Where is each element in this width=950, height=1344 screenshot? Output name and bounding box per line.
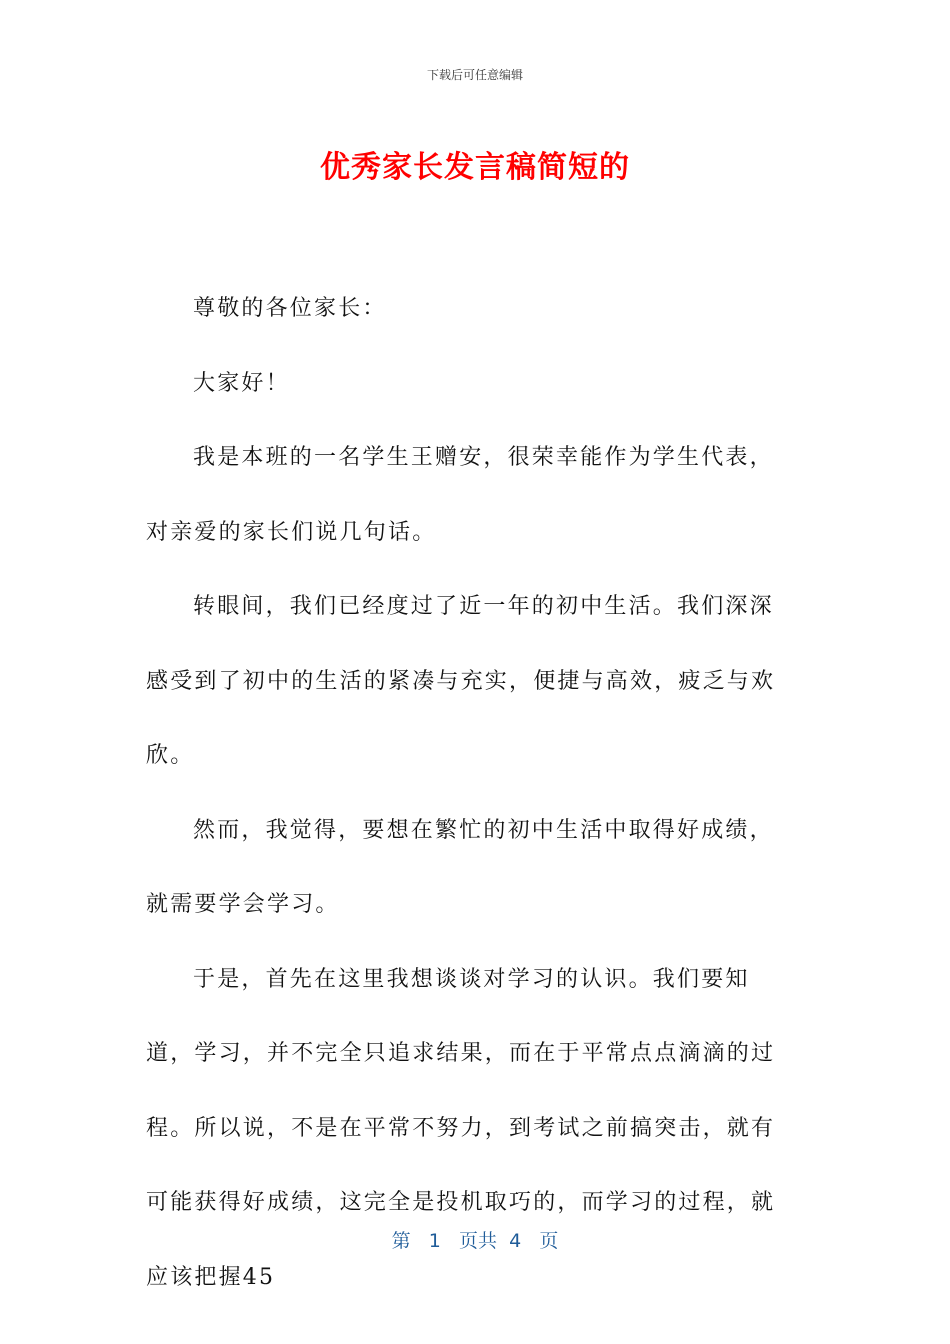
paragraph-understanding-study: 于是，首先在这里我想谈谈对学习的认识。我们要知道，学习，并不完全只追求结果，而在于平常点点滴滴的过程。所以说，不是在平常不努力，到考试之前搞突击，就有可能获得好成绩，这完全是投机取巧的，而学习的过程，就应该把握45 [146,966,776,1290]
page-number-footer [0,1226,950,1253]
footer-current-page: 1 [428,1230,441,1252]
paragraph-introduction: 我是本班的一名学生王赠安，很荣幸能作为学生代表，对亲爱的家长们说几句话。 [146,445,774,545]
header-note: 下载后可任意编辑 [426,68,523,82]
document-title: 优秀家长发言稿简短的 [320,150,630,185]
document-body [146,272,796,1315]
paragraph-learn-to-study: 然而，我觉得，要想在繁忙的初中生活中取得好成绩，就需要学会学习。 [146,817,774,917]
footer-total-pages: 4 [509,1230,522,1252]
footer-page-suffix: 页 [539,1230,559,1252]
paragraph-salutation: 尊敬的各位家长： [193,296,387,321]
footer-page-prefix: 第 [391,1230,411,1252]
paragraph-junior-high-life: 转眼间，我们已经度过了近一年的初中生活。我们深深感受到了初中的生活的紧凑与充实，便捷与高效，疲乏与欢欣。 [146,594,776,768]
footer-page-middle: 页共 [459,1230,498,1252]
paragraph-greeting: 大家好！ [193,370,290,396]
